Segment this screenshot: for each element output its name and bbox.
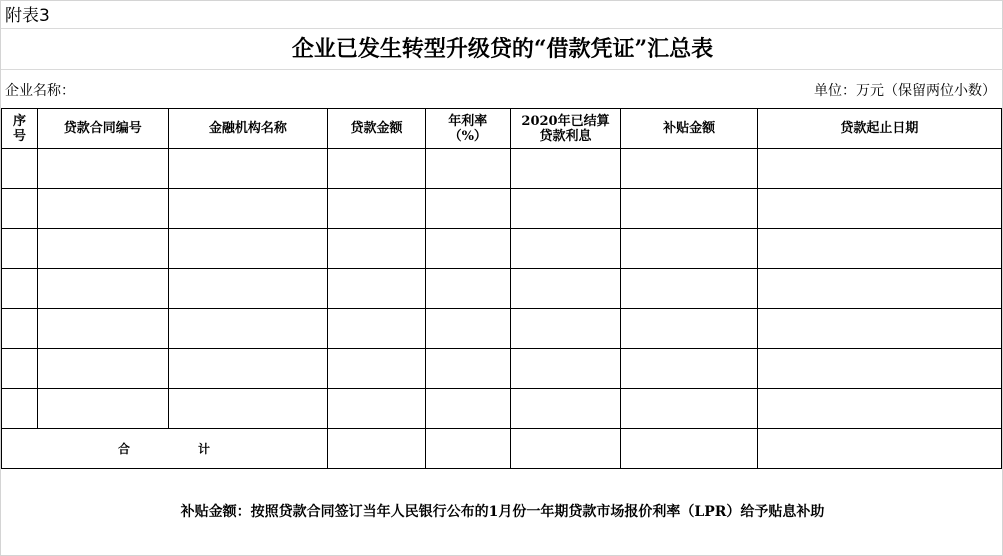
col-header-settled-interest: 2020年已结算 贷款利息 bbox=[510, 109, 621, 149]
unit-label: 单位：万元（保留两位小数） bbox=[814, 83, 996, 99]
col-header-annual-rate: 年利率 （%） bbox=[425, 109, 510, 149]
col-header-institution-name: 金融机构名称 bbox=[168, 109, 328, 149]
gridline bbox=[1, 28, 1003, 29]
attachment-label: 附表3 bbox=[5, 6, 50, 26]
table-row bbox=[2, 269, 1002, 309]
table-row bbox=[2, 149, 1002, 189]
col-header-index: 序 号 bbox=[2, 109, 38, 149]
total-settled-interest-cell[interactable] bbox=[510, 429, 621, 469]
table-row bbox=[2, 389, 1002, 429]
header-row bbox=[2, 109, 1002, 149]
page-title: 企业已发生转型升级贷的“借款凭证”汇总表 bbox=[291, 36, 714, 62]
col-header-contract-number: 贷款合同编号 bbox=[37, 109, 168, 149]
table-row bbox=[2, 349, 1002, 389]
total-label-left: 合 bbox=[118, 442, 131, 456]
footnote: 补贴金额：按照贷款合同签订当年人民银行公布的1月份一年期贷款市场报价利率（LPR）给予贴息补助 bbox=[180, 504, 825, 520]
table-row bbox=[2, 309, 1002, 349]
total-loan-amount-cell[interactable] bbox=[328, 429, 426, 469]
total-loan-dates-cell[interactable] bbox=[757, 429, 1001, 469]
gridline bbox=[1, 69, 1003, 70]
table-row bbox=[2, 189, 1002, 229]
total-annual-rate-cell[interactable] bbox=[425, 429, 510, 469]
summary-table bbox=[1, 108, 1002, 469]
company-name-label: 企业名称： bbox=[5, 83, 75, 99]
total-label-right: 计 bbox=[198, 442, 211, 456]
col-header-subsidy-amount: 补贴金额 bbox=[621, 109, 758, 149]
col-header-loan-dates: 贷款起止日期 bbox=[757, 109, 1001, 149]
total-label-cell bbox=[2, 429, 328, 469]
table-row bbox=[2, 229, 1002, 269]
total-row bbox=[2, 429, 1002, 469]
col-header-loan-amount: 贷款金额 bbox=[328, 109, 426, 149]
total-subsidy-amount-cell[interactable] bbox=[621, 429, 758, 469]
